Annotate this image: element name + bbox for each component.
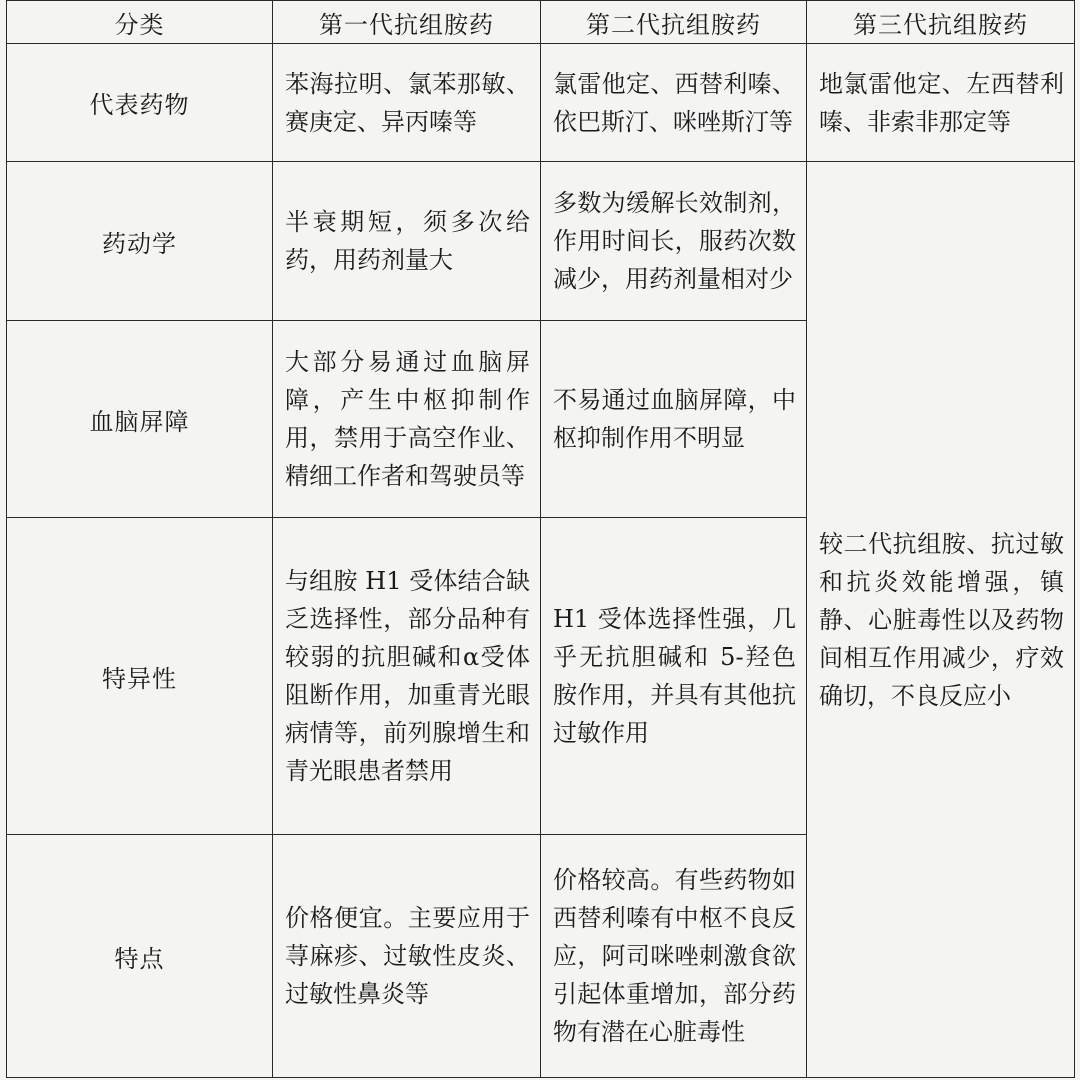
row-label: 特点 [7,835,273,1078]
gen2-cell: 多数为缓解长效制剂，作用时间长，服药次数减少，用药剂量相对少 [541,162,807,321]
row-label: 药动学 [7,162,273,321]
gen2-cell: 不易通过血脑屏障，中枢抑制作用不明显 [541,321,807,518]
header-gen2: 第二代抗组胺药 [541,1,807,44]
gen3-merged-cell: 较二代抗组胺、抗过敏和抗炎效能增强，镇静、心脏毒性以及药物间相互作用减少，疗效确切，不良反应小 [807,162,1075,1078]
gen1-cell: 半衰期短，须多次给药，用药剂量大 [273,162,541,321]
header-category: 分类 [7,1,273,44]
gen2-cell: 氯雷他定、西替利嗪、依巴斯汀、咪唑斯汀等 [541,44,807,162]
gen1-cell: 大部分易通过血脑屏障，产生中枢抑制作用，禁用于高空作业、精细工作者和驾驶员等 [273,321,541,518]
header-gen3: 第三代抗组胺药 [807,1,1075,44]
gen1-cell: 与组胺 H1 受体结合缺乏选择性，部分品种有较弱的抗胆碱和α受体阻断作用，加重青光眼病情等，前列腺增生和青光眼患者禁用 [273,518,541,835]
table-row [7,162,1075,321]
gen1-cell: 价格便宜。主要应用于荨麻疹、过敏性皮炎、过敏性鼻炎等 [273,835,541,1078]
gen2-cell: 价格较高。有些药物如西替利嗪有中枢不良反应，阿司咪唑刺激食欲引起体重增加，部分药物有潜在心脏毒性 [541,835,807,1078]
header-row [7,1,1075,44]
gen2-cell: H1 受体选择性强，几乎无抗胆碱和 5-羟色胺作用，并具有其他抗过敏作用 [541,518,807,835]
row-label: 血脑屏障 [7,321,273,518]
antihistamine-comparison-table [6,0,1075,1078]
row-label: 代表药物 [7,44,273,162]
header-gen1: 第一代抗组胺药 [273,1,541,44]
gen1-cell: 苯海拉明、氯苯那敏、赛庚定、异丙嗪等 [273,44,541,162]
row-label: 特异性 [7,518,273,835]
table-row [7,44,1075,162]
gen3-cell: 地氯雷他定、左西替利嗪、非索非那定等 [807,44,1075,162]
